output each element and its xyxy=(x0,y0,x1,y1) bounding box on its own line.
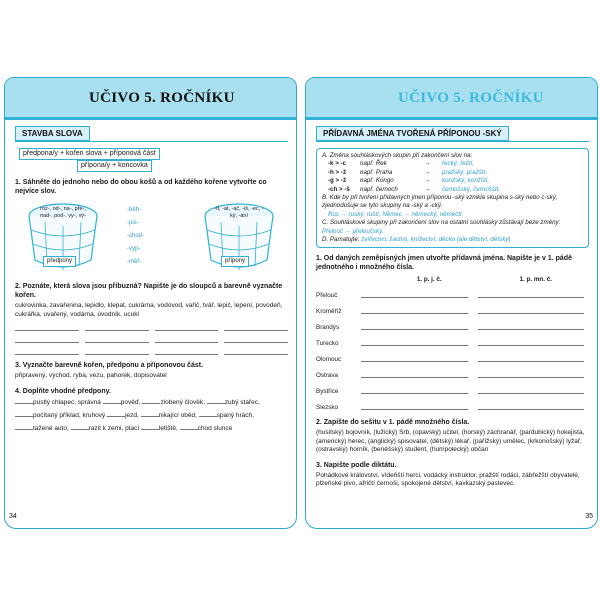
right-banner xyxy=(306,78,597,120)
adjective-table xyxy=(316,275,589,412)
rule-a-row: -k > -c např. Řek → řecký, řečtí, xyxy=(328,160,474,168)
fill-row: počítaný příklad, kruhový jezd, nikající oběd, spaný hrách, xyxy=(15,409,288,422)
right-task-1-title: 1. Od daných zeměpisných jmen utvořte přídavná jména. Napište je v 1. pádě jednotného i množného čísla. xyxy=(316,255,572,272)
right-section-title: PŘÍDAVNÁ JMÉNA TVOŘENÁ PŘÍPONOU -SKÝ xyxy=(316,126,509,141)
basket-prefixes xyxy=(25,200,101,276)
left-section-title: STAVBA SLOVA xyxy=(15,126,90,141)
basket-right-words: -it, -at, -ač, -iš, -ec, -ký, -ání xyxy=(214,206,264,219)
right-task-3-title: 3. Napište podle diktátu. xyxy=(316,461,397,469)
left-content xyxy=(15,126,288,435)
col-plural: 1. p. mn. č. xyxy=(519,276,553,284)
root-list xyxy=(127,204,167,269)
table-row: Turecko xyxy=(316,332,589,348)
baskets-illustration xyxy=(15,200,288,276)
left-task-2-text: cukrovinka, zavařenina, lepidlo, klepat, cukrárna, vodovod, vařič, tvář, lepič, lepení, povodeň, cukrářka, uvařený, vodárna, úvodník, ucukl xyxy=(15,302,283,318)
rule-a-title: A. Změna souhláskových skupin při zakončení slov na: xyxy=(322,152,473,159)
left-task-1-title: 1. Sáhněte do jednoho nebo do obou košů a od každého kořene vytvořte co nejvíce slov. xyxy=(15,179,267,195)
rule-a-row: -h > -ž např. Praha → pražský, pražští, xyxy=(328,168,488,176)
rule-a-row: -ch > -š např. černoch → černošský, černošští. xyxy=(328,185,501,193)
left-page xyxy=(4,77,297,529)
page-number-right: 35 xyxy=(585,513,593,520)
textbook-spread xyxy=(2,77,598,529)
basket-left-label: předpony xyxy=(43,256,76,267)
rule-b-example: Rus → ruský, ruští, Němec → německý, němečtí. xyxy=(328,210,464,218)
fill-row: tažené auto, razit k zemi, ptací letiště, chod slunce xyxy=(15,422,288,435)
table-row: Bystřice xyxy=(316,380,589,396)
right-task-2-text: (husitský) bojovník, (lužický) Srb, (opavský) učitel, (horský) záchranář, (pardubický) hokejista, (americký) herec, (anglický) spisovatel, (dětský) lékař, (pařížský) umělec, (krkonošský) lyžař, (ostravský) horník, (beněšský) student, (humpolecký) občan xyxy=(316,429,585,454)
left-section-header xyxy=(15,126,288,142)
right-content xyxy=(316,126,589,489)
root-item: -vyp- xyxy=(127,246,141,252)
rule-c-text: C. Souhláskové skupiny při zakončení slov na ostatní souhlásky zůstávají beze změny: xyxy=(322,219,561,227)
page-number-left: 34 xyxy=(9,513,17,520)
col-singular: 1. p. j. č. xyxy=(416,276,442,284)
right-page xyxy=(305,77,598,529)
basket-suffixes xyxy=(201,200,277,276)
basket-left-words: roz-, od-, na-, pře-, nad-, pod-, vy-, vý- xyxy=(40,206,86,219)
root-item: -pis- xyxy=(127,220,139,226)
table-row: Brandýs xyxy=(316,316,589,332)
left-banner xyxy=(5,78,296,120)
formula-line-2: přípona/y + koncovka xyxy=(77,160,152,172)
root-item: -běh- xyxy=(127,207,142,213)
rule-d-example: zvířectvo, žactvo, knížectví, děcko (ale dětství, dětský) xyxy=(361,236,511,244)
table-row: Kroměříž xyxy=(316,300,589,316)
rule-c-example: Přelouč → přeloučský. xyxy=(322,227,384,235)
right-task-3-text: Pohádkové království, vídeňští herci, vodácký instruktor, pražští rodáci, zábřežští obyvatelé, plzeňské pivo, afričtí černoši, spokojené dětství, kavkazský pastevec. xyxy=(316,471,580,488)
rule-d-text: D. Pamatujte: xyxy=(322,236,360,244)
left-task-2-title: 2. Poznáte, která slova jsou příbuzná? Napište je do sloupců a barevně vyznačte kořen. xyxy=(15,283,283,299)
table-header xyxy=(316,275,589,284)
basket-right-label: přípony xyxy=(221,256,249,267)
left-task-4-title: 4. Doplňte vhodné předpony. xyxy=(15,387,111,395)
root-item: -chod- xyxy=(127,233,145,239)
formula-line-1: předpona/y + kořen slova + příponová část xyxy=(19,148,160,160)
root-item: -měř- xyxy=(127,259,142,265)
answer-lines xyxy=(15,325,288,355)
table-row: Slezsko xyxy=(316,396,589,412)
rule-b-text: B. Kde by při tvoření přídavných jmen příponou -ský vznikla skupina s-ský nebo c-ský, zjednodušuje se tyto skupiny na -ský a -cký. xyxy=(322,194,558,210)
left-task-3-title: 3. Vyznačte barevně kořen, předponu a příponovou část. xyxy=(15,362,204,369)
right-task-2-title: 2. Zapište do sešitu v 1. pádě množného čísla. xyxy=(316,419,470,427)
right-section-header xyxy=(316,126,589,142)
rule-box xyxy=(316,148,589,248)
left-task-3-text: připravený, východ, ryba, vezu, pahorek, dopisovatel xyxy=(15,372,167,379)
fill-row: pustlý chlapec, správná pověď, zlobený člověk, zubý stařec, xyxy=(15,396,288,409)
word-structure-formula xyxy=(19,148,288,172)
table-row: Ostrava xyxy=(316,364,589,380)
left-banner-title: UČIVO 5. ROČNÍKU xyxy=(89,90,235,106)
table-row: Olomouc xyxy=(316,348,589,364)
table-row: Přelouč xyxy=(316,284,589,300)
right-banner-title: UČIVO 5. ROČNÍKU xyxy=(398,90,544,106)
rule-a-row: -g > -ž např. Kongo → konžský, konžští, xyxy=(328,177,490,185)
